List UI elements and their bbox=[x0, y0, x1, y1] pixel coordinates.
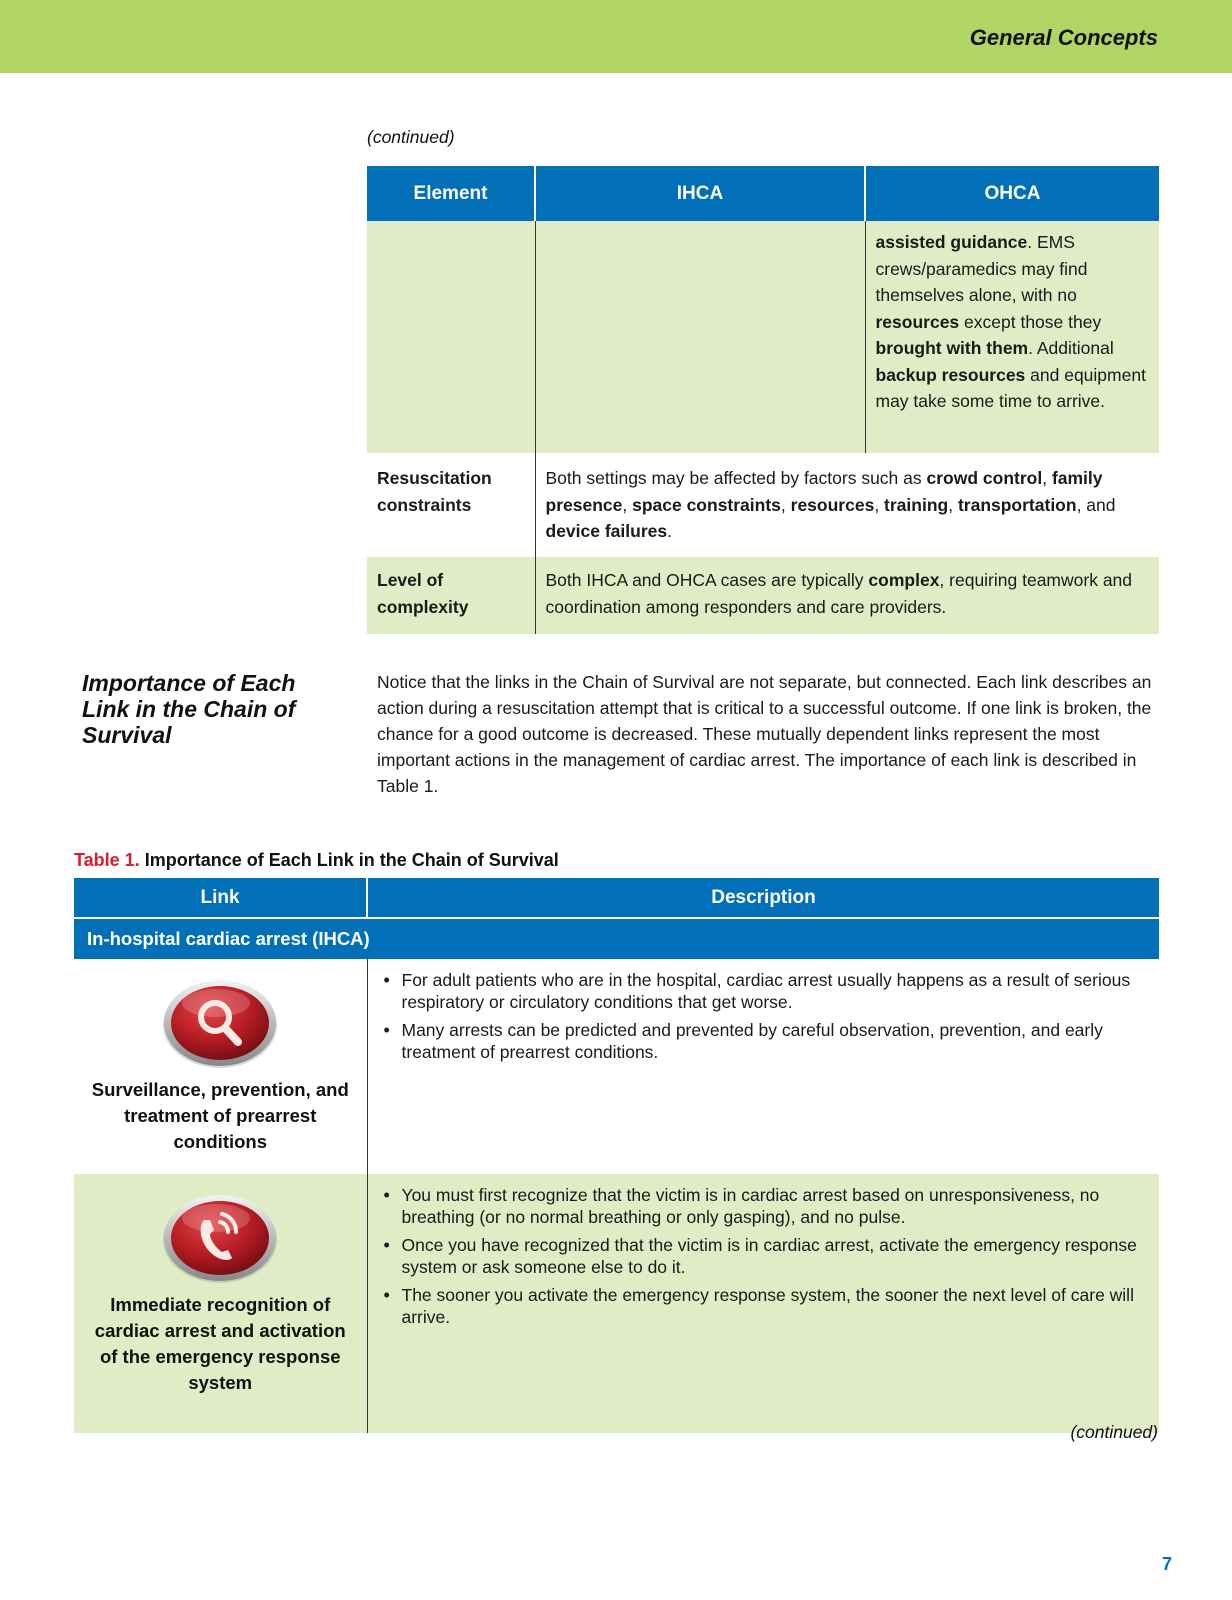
bullet-item: • Many arrests can be predicted and prevented by careful observation, prevention, and early treatment of prearrest conditions. bbox=[382, 1019, 1146, 1063]
section-body: Notice that the links in the Chain of Survival are not separate, but connected. Each link describes an action during a resuscitation attempt that is critical to a successful outcome. If one link is broken, the chance for a good outcome is decreased. These mutually dependent links represent the most important actions in the management of cardiac arrest. The importance of each link is described in Table 1. bbox=[377, 672, 1152, 796]
element-cell bbox=[367, 221, 535, 453]
table-caption-title: Importance of Each Link in the Chain of Survival bbox=[144, 850, 559, 870]
emphasis-text: space constraints bbox=[632, 494, 781, 515]
continued-note-top: (continued) bbox=[367, 127, 455, 147]
column-header-element: Element bbox=[367, 166, 535, 221]
elements-comparison-table bbox=[367, 166, 1159, 634]
table-row bbox=[367, 453, 1159, 557]
text-run: , bbox=[622, 494, 633, 515]
text-run: , bbox=[1042, 468, 1052, 488]
description-cell bbox=[367, 959, 1159, 1174]
column-header-ihca: IHCA bbox=[535, 166, 865, 221]
text-run: . bbox=[667, 521, 672, 541]
table-row bbox=[367, 221, 1159, 453]
shared-description-cell bbox=[535, 453, 1159, 557]
element-cell: Resuscitation constraints bbox=[367, 453, 535, 557]
emphasis-text: complex bbox=[868, 570, 940, 590]
column-header-link: Link bbox=[74, 878, 367, 918]
chain-of-survival-table bbox=[74, 878, 1159, 1433]
bullet-list bbox=[382, 969, 1146, 1063]
element-cell: Level of complexity bbox=[367, 557, 535, 634]
text-run: and equipment may take some time to arrive. bbox=[875, 364, 1146, 411]
bullet-item: • You must first recognize that the victim is in cardiac arrest based on unresponsiveness, no breathing (or no normal breathing or only gasping), and no pulse. bbox=[382, 1184, 1146, 1228]
table-row bbox=[74, 1174, 1159, 1433]
text-run: . Additional bbox=[1028, 338, 1114, 358]
text-run: , bbox=[874, 494, 885, 515]
header-band bbox=[0, 0, 1232, 73]
magnifier-icon bbox=[162, 977, 278, 1069]
ohca-cell bbox=[865, 221, 1159, 453]
description-cell bbox=[367, 1174, 1159, 1433]
bullet-item: • Once you have recognized that the victim is in cardiac arrest, activate the emergency response system or ask someone else to do it. bbox=[382, 1234, 1146, 1278]
table-caption bbox=[74, 850, 559, 871]
text-run: , bbox=[780, 494, 791, 515]
bullet-list bbox=[382, 1184, 1146, 1328]
emphasis-text: assisted guidance bbox=[875, 232, 1028, 252]
page-number: 7 bbox=[1161, 1554, 1172, 1574]
section-heading: Importance of Each Link in the Chain of Survival bbox=[82, 670, 296, 748]
chapter-title: General Concepts bbox=[969, 25, 1158, 50]
group-row bbox=[74, 918, 1159, 959]
emphasis-text: resources bbox=[875, 311, 960, 332]
continued-note-bottom: (continued) bbox=[1070, 1422, 1158, 1442]
emphasis-text: family presence bbox=[545, 468, 1103, 515]
ihca-cell bbox=[535, 221, 865, 453]
column-header-description: Description bbox=[367, 878, 1159, 918]
text-run: , and bbox=[1076, 494, 1116, 515]
shared-description-cell bbox=[535, 557, 1159, 634]
text-run: except those they bbox=[959, 311, 1102, 332]
emphasis-text: backup resources bbox=[875, 364, 1026, 385]
group-label: In-hospital cardiac arrest (IHCA) bbox=[74, 918, 1159, 959]
emphasis-text: brought with them bbox=[875, 338, 1029, 358]
emphasis-text: device failures bbox=[545, 521, 668, 541]
text-run: , requiring teamwork and coordination among responders and care providers. bbox=[545, 570, 1133, 617]
table-header-row bbox=[74, 878, 1159, 918]
table-row bbox=[367, 557, 1159, 634]
bullet-item: • The sooner you activate the emergency response system, the sooner the next level of care will arrive. bbox=[382, 1284, 1146, 1328]
table-header-row bbox=[367, 166, 1159, 221]
table-row bbox=[74, 959, 1159, 1174]
emphasis-text: transportation bbox=[957, 494, 1077, 515]
emphasis-text: resources bbox=[790, 494, 875, 515]
link-cell bbox=[74, 959, 367, 1174]
text-run: Both IHCA and OHCA cases are typically bbox=[545, 570, 869, 590]
link-cell bbox=[74, 1174, 367, 1433]
text-run: , bbox=[948, 494, 958, 515]
bullet-item: • For adult patients who are in the hospital, cardiac arrest usually happens as a result of serious respiratory or circulatory conditions that get worse. bbox=[382, 969, 1146, 1013]
column-header-ohca: OHCA bbox=[865, 166, 1159, 221]
link-label: Surveillance, prevention, and treatment of prearrest conditions bbox=[91, 1079, 349, 1152]
text-run: Both settings may be affected by factors such as bbox=[545, 468, 927, 488]
text-run: . EMS crews/paramedics may find themselves alone, with no bbox=[875, 232, 1088, 305]
link-label: Immediate recognition of cardiac arrest and activation of the emergency response system bbox=[94, 1294, 346, 1393]
table-caption-number: Table 1. bbox=[74, 850, 140, 870]
emphasis-text: crowd control bbox=[926, 468, 1043, 488]
phone-icon bbox=[162, 1192, 278, 1284]
emphasis-text: training bbox=[884, 494, 949, 515]
